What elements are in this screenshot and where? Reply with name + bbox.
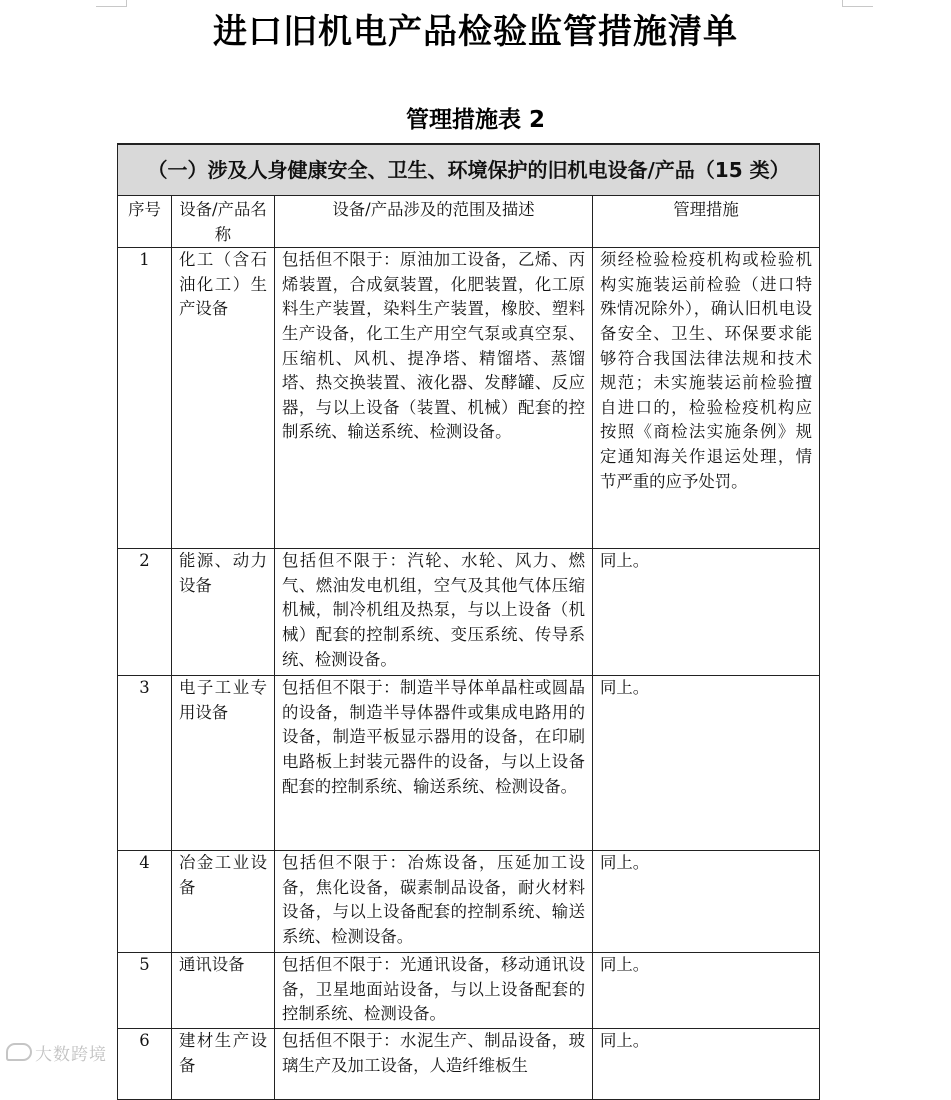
row-description: 包括但不限于：原油加工设备，乙烯、丙烯装置，合成氨装置，化肥装置，化工原料生产装置，染料生产装置，橡胶、塑料生产设备，化工生产用空气泵或真空泵、压缩机、风机、提净塔、精馏塔、蒸馏塔、热交换装置、液化器、发酵罐、反应器，与以上设备（装置、机械）配套的控制系统、输送系统、检测设备。 bbox=[275, 248, 593, 549]
row-no: 6 bbox=[118, 1029, 172, 1100]
table-row bbox=[118, 248, 820, 549]
table-row bbox=[118, 549, 820, 676]
header-row bbox=[118, 196, 820, 248]
table-subtitle: 管理措施表 2 bbox=[405, 107, 545, 133]
row-no: 4 bbox=[118, 851, 172, 953]
row-measures: 同上。 bbox=[593, 953, 820, 1029]
document-title: 进口旧机电产品检验监管措施清单 bbox=[213, 12, 738, 52]
table-row bbox=[118, 953, 820, 1029]
category-title: （一）涉及人身健康安全、卫生、环境保护的旧机电设备/产品（15 类） bbox=[118, 144, 820, 196]
header-measures: 管理措施 bbox=[593, 196, 820, 248]
category-row bbox=[118, 144, 820, 196]
row-description: 包括但不限于：冶炼设备，压延加工设备，焦化设备，碳素制品设备，耐火材料设备，与以上设备配套的控制系统、输送系统、检测设备。 bbox=[275, 851, 593, 953]
row-description: 包括但不限于：水泥生产、制品设备，玻璃生产及加工设备，人造纤维板生 bbox=[275, 1029, 593, 1100]
row-name: 建材生产设备 bbox=[172, 1029, 275, 1100]
chat-bubble-logo-icon bbox=[6, 1043, 32, 1061]
watermark bbox=[6, 1040, 107, 1065]
row-no: 1 bbox=[118, 248, 172, 549]
row-no: 2 bbox=[118, 549, 172, 676]
row-measures: 同上。 bbox=[593, 549, 820, 676]
row-name: 冶金工业设备 bbox=[172, 851, 275, 953]
row-measures: 同上。 bbox=[593, 1029, 820, 1100]
table-row bbox=[118, 676, 820, 851]
table-row bbox=[118, 1029, 820, 1100]
row-name: 通讯设备 bbox=[172, 953, 275, 1029]
row-description: 包括但不限于：制造半导体单晶柱或圆晶的设备，制造半导体器件或集成电路用的设备，制造平板显示器用的设备，在印刷电路板上封装元器件的设备，与以上设备配套的控制系统、输送系统、检测设备。 bbox=[275, 676, 593, 851]
row-description: 包括但不限于：光通讯设备，移动通讯设备，卫星地面站设备，与以上设备配套的控制系统、检测设备。 bbox=[275, 953, 593, 1029]
row-no: 3 bbox=[118, 676, 172, 851]
measures-table bbox=[117, 143, 820, 1100]
header-description: 设备/产品涉及的范围及描述 bbox=[275, 196, 593, 248]
row-measures: 须经检验检疫机构或检验机构实施装运前检验（进口特殊情况除外），确认旧机电设备安全、卫生、环保要求能够符合我国法律法规和技术规范；未实施装运前检验擅自进口的，检验检疫机构应按照《商检法实施条例》规定通知海关作退运处理，情节严重的应予处罚。 bbox=[593, 248, 820, 549]
row-no: 5 bbox=[118, 953, 172, 1029]
row-name: 电子工业专用设备 bbox=[172, 676, 275, 851]
header-no: 序号 bbox=[118, 196, 172, 248]
row-measures: 同上。 bbox=[593, 676, 820, 851]
row-description: 包括但不限于：汽轮、水轮、风力、燃气、燃油发电机组，空气及其他气体压缩机械，制冷机组及热泵，与以上设备（机械）配套的控制系统、变压系统、传导系统、检测设备。 bbox=[275, 549, 593, 676]
row-name: 能源、动力设备 bbox=[172, 549, 275, 676]
watermark-text: 大数跨境 bbox=[35, 1045, 107, 1065]
row-name: 化工（含石油化工）生产设备 bbox=[172, 248, 275, 549]
header-name: 设备/产品名称 bbox=[172, 196, 275, 248]
table-row bbox=[118, 851, 820, 953]
row-measures: 同上。 bbox=[593, 851, 820, 953]
